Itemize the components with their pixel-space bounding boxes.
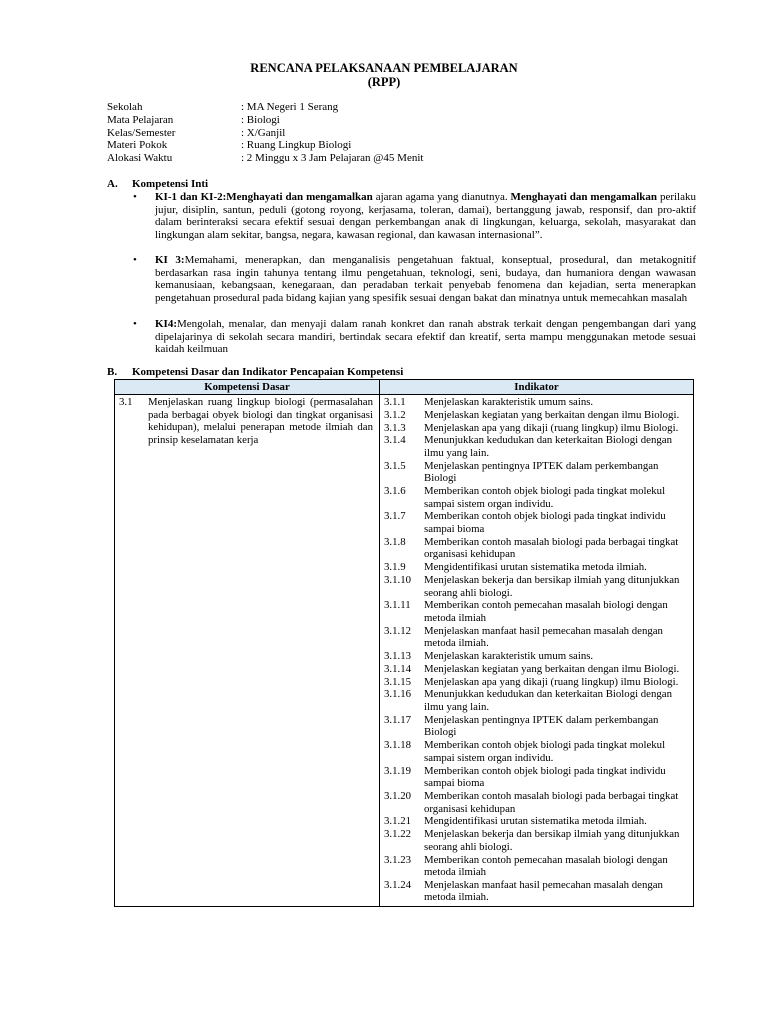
indicator-number: 3.1.7 bbox=[384, 510, 406, 523]
indicator-number: 3.1.11 bbox=[384, 599, 411, 612]
section-b-title: Kompetensi Dasar dan Indikator Pencapaian Kompetensi bbox=[132, 366, 404, 378]
indicator-item bbox=[382, 561, 691, 574]
indicator-item bbox=[382, 663, 691, 676]
ki-item-1 bbox=[133, 191, 696, 241]
indicator-number: 3.1.15 bbox=[384, 675, 411, 688]
indicator-cell bbox=[380, 395, 694, 907]
section-a-title: Kompetensi Inti bbox=[132, 178, 209, 190]
indicator-item bbox=[382, 485, 691, 510]
section-a-heading bbox=[107, 178, 208, 190]
section-a-marker: A. bbox=[107, 178, 118, 190]
ki-text: Mengolah, menalar, dan menyaji dalam ranah konkret dan ranah abstrak terkait dengan pengembangan dari yang dipelajarinya di sekolah secara mandiri, bertindak secara efektif dan kreatif, serta mampu menggunakan metode sesuai kaidah keilmuan bbox=[155, 318, 696, 356]
indicator-text: Mengidentifikasi urutan sistematika metoda ilmiah. bbox=[424, 815, 647, 828]
indicator-number: 3.1.22 bbox=[384, 828, 411, 841]
indicator-item bbox=[382, 396, 691, 409]
indicator-item bbox=[382, 815, 691, 828]
indicator-item bbox=[382, 650, 691, 663]
info-value: : Biologi bbox=[241, 113, 280, 126]
indicator-item bbox=[382, 828, 691, 853]
info-value: : MA Negeri 1 Serang bbox=[241, 101, 339, 113]
indicator-number: 3.1.8 bbox=[384, 535, 406, 548]
ki-bold: Menghayati dan mengamalkan bbox=[510, 191, 658, 203]
indicator-item bbox=[382, 434, 691, 459]
indicator-number: 3.1.10 bbox=[384, 574, 411, 586]
kompetensi-table bbox=[114, 379, 694, 907]
indicator-item bbox=[382, 409, 691, 422]
indicator-text: Menjelaskan manfaat hasil pemecahan masalah dengan metoda ilmiah. bbox=[424, 624, 663, 650]
bullet-icon: • bbox=[133, 318, 137, 330]
section-b-heading bbox=[107, 366, 403, 378]
ki-text: Memahami, menerapkan, dan menganalisis pengetahuan faktual, konseptual, prosedural, dan metakognitif berdasarkan rasa ingin tahunya tentang ilmu pengetahuan, teknologi, seni, budaya, dan humaniora dengan wawasan kemanusiaan, kebangsaan, kenegaraan, dan peradaban terkait penyebab fenomena dan kejadian, serta menerapkan pengetahuan prosedural pada bidang kajian yang spesifik sesuai dengan bakat dan minatnya untuk memecahkan masalah bbox=[155, 254, 696, 304]
indicator-text: Menjelaskan manfaat hasil pemecahan masalah dengan metoda ilmiah. bbox=[424, 878, 663, 904]
info-label: Alokasi Waktu bbox=[107, 152, 173, 165]
indicator-item bbox=[382, 854, 691, 879]
document-title: RENCANA PELAKSANAAN PEMBELAJARAN bbox=[250, 61, 518, 75]
indicator-text: Memberikan contoh masalah biologi pada berbagai tingkat organisasi kehidupan bbox=[424, 535, 679, 561]
indicator-text: Menjelaskan kegiatan yang berkaitan dengan ilmu Biologi. bbox=[424, 662, 680, 675]
indicator-text: Memberikan contoh masalah biologi pada berbagai tingkat organisasi kehidupan bbox=[424, 789, 679, 815]
ki-bold: KI 3: bbox=[155, 254, 185, 266]
indicator-list bbox=[380, 395, 693, 906]
indicator-text: Memberikan contoh pemecahan masalah biologi dengan metoda ilmiah bbox=[424, 853, 668, 879]
indicator-text: Menjelaskan karakteristik umum sains. bbox=[424, 650, 594, 663]
indicator-item bbox=[382, 460, 691, 485]
indicator-number: 3.1.19 bbox=[384, 764, 411, 777]
indicator-text: Menjelaskan apa yang dikaji (ruang lingkup) ilmu Biologi. bbox=[424, 421, 679, 434]
info-label: Mata Pelajaran bbox=[107, 113, 174, 126]
ki-item-2 bbox=[133, 254, 696, 304]
indicator-item bbox=[382, 765, 691, 790]
ki-item-3 bbox=[133, 318, 696, 356]
indicator-text: Memberikan contoh objek biologi pada tingkat molekul sampai sistem organ individu. bbox=[424, 485, 666, 510]
indicator-text: Menjelaskan pentingnya IPTEK dalam perkembangan Biologi bbox=[424, 459, 659, 485]
ki-bold: KI-1 dan KI-2:Menghayati dan mengamalkan bbox=[155, 191, 373, 203]
table-row bbox=[115, 395, 694, 907]
indicator-text: Memberikan contoh pemecahan masalah biologi dengan metoda ilmiah bbox=[424, 599, 668, 624]
indicator-text: Menunjukkan kedudukan dan keterkaitan Biologi dengan ilmu yang lain. bbox=[424, 434, 672, 459]
document-subtitle: (RPP) bbox=[367, 75, 401, 89]
indicator-item bbox=[382, 536, 691, 561]
indicator-number: 3.1.6 bbox=[384, 485, 406, 498]
indicator-text: Menjelaskan karakteristik umum sains. bbox=[424, 396, 594, 408]
info-label: Kelas/Semester bbox=[107, 126, 176, 139]
indicator-item bbox=[382, 790, 691, 815]
section-b-marker: B. bbox=[107, 366, 118, 378]
indicator-item bbox=[382, 422, 691, 435]
info-label: Sekolah bbox=[107, 101, 143, 113]
table-header-kompetensi-dasar: Kompetensi Dasar bbox=[115, 380, 380, 395]
indicator-item bbox=[382, 739, 691, 764]
indicator-text: Menjelaskan kegiatan yang berkaitan dengan ilmu Biologi. bbox=[424, 408, 680, 421]
info-value: : Ruang Lingkup Biologi bbox=[241, 139, 352, 152]
indicator-number: 3.1.4 bbox=[384, 434, 406, 447]
info-value: : X/Ganjil bbox=[241, 126, 286, 139]
indicator-number: 3.1.17 bbox=[384, 713, 411, 726]
indicator-item bbox=[382, 599, 691, 624]
info-label: Materi Pokok bbox=[107, 139, 168, 152]
indicator-number: 3.1.1 bbox=[384, 396, 406, 408]
indicator-item bbox=[382, 574, 691, 599]
indicator-number: 3.1.20 bbox=[384, 789, 411, 802]
bullet-icon: • bbox=[133, 191, 137, 203]
indicator-number: 3.1.3 bbox=[384, 421, 406, 434]
indicator-number: 3.1.21 bbox=[384, 815, 411, 828]
table-header-row bbox=[115, 380, 694, 395]
indicator-number: 3.1.13 bbox=[384, 650, 411, 663]
table-header-indikator: Indikator bbox=[380, 380, 694, 395]
indicator-number: 3.1.24 bbox=[384, 878, 411, 891]
indicator-text: Menunjukkan kedudukan dan keterkaitan Biologi dengan ilmu yang lain. bbox=[424, 688, 672, 714]
indicator-text: Mengidentifikasi urutan sistematika metoda ilmiah. bbox=[424, 561, 647, 574]
indicator-number: 3.1.2 bbox=[384, 408, 406, 421]
indicator-number: 3.1.9 bbox=[384, 561, 406, 574]
kd-cell bbox=[115, 395, 380, 907]
indicator-item bbox=[382, 676, 691, 689]
info-value: : 2 Minggu x 3 Jam Pelajaran @45 Menit bbox=[241, 152, 424, 165]
indicator-number: 3.1.14 bbox=[384, 662, 411, 675]
indicator-text: Menjelaskan bekerja dan bersikap ilmiah yang ditunjukkan seorang ahli biologi. bbox=[424, 828, 680, 853]
kd-text: Menjelaskan ruang lingkup biologi (permasalahan pada berbagai obyek biologi dan tingkat organisasi kehidupan), melalui penerapan metode ilmiah dan prinsip keselamatan kerja bbox=[148, 396, 373, 446]
indicator-item bbox=[382, 714, 691, 739]
indicator-text: Memberikan contoh objek biologi pada tingkat individu sampai bioma bbox=[424, 510, 666, 536]
kd-number: 3.1 bbox=[119, 396, 133, 408]
indicator-text: Memberikan contoh objek biologi pada tingkat individu sampai bioma bbox=[424, 764, 666, 790]
indicator-text: Menjelaskan bekerja dan bersikap ilmiah yang ditunjukkan seorang ahli biologi. bbox=[424, 574, 680, 599]
indicator-item bbox=[382, 879, 691, 904]
indicator-item bbox=[382, 688, 691, 713]
ki-text: ajaran agama yang dianutnya. bbox=[372, 191, 511, 203]
indicator-text: Menjelaskan pentingnya IPTEK dalam perkembangan Biologi bbox=[424, 713, 659, 739]
indicator-text: Menjelaskan apa yang dikaji (ruang lingkup) ilmu Biologi. bbox=[424, 675, 679, 688]
indicator-number: 3.1.23 bbox=[384, 853, 411, 866]
indicator-text: Memberikan contoh objek biologi pada tingkat molekul sampai sistem organ individu. bbox=[424, 739, 666, 764]
indicator-number: 3.1.18 bbox=[384, 739, 411, 752]
indicator-item bbox=[382, 625, 691, 650]
indicator-number: 3.1.12 bbox=[384, 624, 411, 637]
ki-text: perilaku jujur, disiplin, santun, peduli (gotong royong, kerjasama, toleran, damai), bertanggung jawab, responsif, dan pro-aktif dalam berinteraksi secara efektif sesuai dengan perkembangan anak di lingkungan, keluarga, sekolah, masyarakat dan lingkungan alam sekitar, bangsa, negara, kawasan regional, dan kawasan internasional”. bbox=[155, 191, 696, 241]
indicator-number: 3.1.16 bbox=[384, 688, 411, 701]
indicator-number: 3.1.5 bbox=[384, 459, 406, 472]
ki-bold: KI4: bbox=[155, 318, 177, 330]
indicator-item bbox=[382, 510, 691, 535]
bullet-icon: • bbox=[133, 254, 137, 266]
